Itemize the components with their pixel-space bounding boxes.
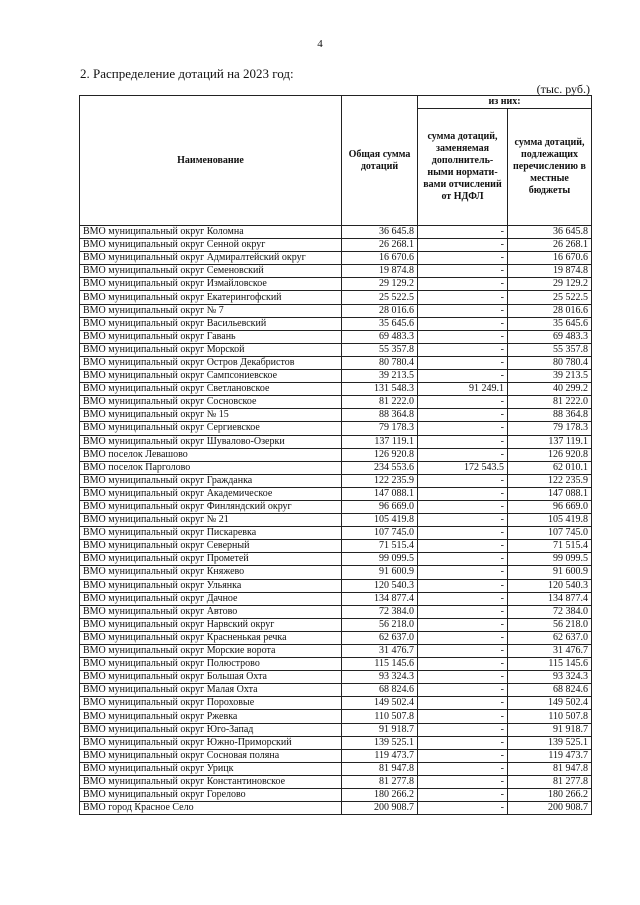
row-transfer: 36 645.8 bbox=[508, 226, 592, 239]
row-transfer: 39 213.5 bbox=[508, 370, 592, 383]
row-total: 91 918.7 bbox=[342, 723, 418, 736]
table-row bbox=[80, 265, 592, 278]
row-total: 134 877.4 bbox=[342, 592, 418, 605]
row-name: ВМО муниципальный округ Коломна bbox=[80, 226, 342, 239]
row-ndfl: - bbox=[418, 684, 508, 697]
row-name: ВМО муниципальный округ Остров Декабристов bbox=[80, 356, 342, 369]
table-row bbox=[80, 749, 592, 762]
table-row bbox=[80, 343, 592, 356]
table-row bbox=[80, 684, 592, 697]
row-name: ВМО муниципальный округ Пискаревка bbox=[80, 527, 342, 540]
row-ndfl: - bbox=[418, 474, 508, 487]
row-ndfl: - bbox=[418, 618, 508, 631]
row-ndfl: - bbox=[418, 579, 508, 592]
row-ndfl: - bbox=[418, 645, 508, 658]
row-ndfl: - bbox=[418, 802, 508, 815]
row-ndfl: 172 543.5 bbox=[418, 461, 508, 474]
table-row bbox=[80, 330, 592, 343]
row-name: ВМО муниципальный округ Сергиевское bbox=[80, 422, 342, 435]
row-transfer: 62 010.1 bbox=[508, 461, 592, 474]
row-transfer: 25 522.5 bbox=[508, 291, 592, 304]
row-transfer: 28 016.6 bbox=[508, 304, 592, 317]
table-row bbox=[80, 671, 592, 684]
row-name: ВМО муниципальный округ Юго-Запад bbox=[80, 723, 342, 736]
table-row bbox=[80, 435, 592, 448]
row-total: 69 483.3 bbox=[342, 330, 418, 343]
row-transfer: 35 645.6 bbox=[508, 317, 592, 330]
row-name: ВМО муниципальный округ Светлановское bbox=[80, 383, 342, 396]
row-ndfl: - bbox=[418, 553, 508, 566]
row-transfer: 79 178.3 bbox=[508, 422, 592, 435]
row-name: ВМО муниципальный округ Нарвский округ bbox=[80, 618, 342, 631]
row-name: ВМО муниципальный округ Ульянка bbox=[80, 579, 342, 592]
row-name: ВМО муниципальный округ Малая Охта bbox=[80, 684, 342, 697]
row-transfer: 134 877.4 bbox=[508, 592, 592, 605]
row-transfer: 93 324.3 bbox=[508, 671, 592, 684]
units-label: (тыс. руб.) bbox=[536, 82, 590, 96]
row-ndfl: - bbox=[418, 278, 508, 291]
row-total: 139 525.1 bbox=[342, 736, 418, 749]
table-row bbox=[80, 278, 592, 291]
row-name: ВМО муниципальный округ Дачное bbox=[80, 592, 342, 605]
row-total: 99 099.5 bbox=[342, 553, 418, 566]
row-transfer: 88 364.8 bbox=[508, 409, 592, 422]
row-total: 126 920.8 bbox=[342, 448, 418, 461]
row-total: 200 908.7 bbox=[342, 802, 418, 815]
row-name: ВМО поселок Левашово bbox=[80, 448, 342, 461]
row-transfer: 26 268.1 bbox=[508, 239, 592, 252]
row-name: ВМО муниципальный округ Горелово bbox=[80, 789, 342, 802]
row-transfer: 80 780.4 bbox=[508, 356, 592, 369]
table-row bbox=[80, 514, 592, 527]
table-row bbox=[80, 448, 592, 461]
row-ndfl: - bbox=[418, 487, 508, 500]
row-total: 234 553.6 bbox=[342, 461, 418, 474]
table-row bbox=[80, 762, 592, 775]
row-name: ВМО муниципальный округ Северный bbox=[80, 540, 342, 553]
row-name: ВМО муниципальный округ Сосновское bbox=[80, 396, 342, 409]
table-row bbox=[80, 723, 592, 736]
row-total: 81 277.8 bbox=[342, 775, 418, 788]
row-total: 137 119.1 bbox=[342, 435, 418, 448]
row-ndfl: - bbox=[418, 343, 508, 356]
table-row bbox=[80, 789, 592, 802]
row-total: 16 670.6 bbox=[342, 252, 418, 265]
row-total: 93 324.3 bbox=[342, 671, 418, 684]
row-ndfl: - bbox=[418, 370, 508, 383]
table-row bbox=[80, 422, 592, 435]
row-name: ВМО муниципальный округ Урицк bbox=[80, 762, 342, 775]
page-number: 4 bbox=[317, 38, 323, 50]
row-ndfl: - bbox=[418, 697, 508, 710]
row-transfer: 62 637.0 bbox=[508, 631, 592, 644]
table-row bbox=[80, 631, 592, 644]
table-row bbox=[80, 304, 592, 317]
row-name: ВМО муниципальный округ Красненькая речка bbox=[80, 631, 342, 644]
row-total: 68 824.6 bbox=[342, 684, 418, 697]
row-transfer: 149 502.4 bbox=[508, 697, 592, 710]
row-total: 120 540.3 bbox=[342, 579, 418, 592]
row-ndfl: - bbox=[418, 658, 508, 671]
table-row bbox=[80, 775, 592, 788]
row-name: ВМО муниципальный округ Автово bbox=[80, 605, 342, 618]
row-total: 19 874.8 bbox=[342, 265, 418, 278]
row-total: 107 745.0 bbox=[342, 527, 418, 540]
table-row bbox=[80, 579, 592, 592]
row-transfer: 105 419.8 bbox=[508, 514, 592, 527]
row-total: 72 384.0 bbox=[342, 605, 418, 618]
table-row bbox=[80, 291, 592, 304]
row-name: ВМО муниципальный округ Морские ворота bbox=[80, 645, 342, 658]
header-of-which: из них: bbox=[418, 96, 592, 109]
row-ndfl: - bbox=[418, 762, 508, 775]
row-name: ВМО муниципальный округ № 7 bbox=[80, 304, 342, 317]
row-name: ВМО муниципальный округ Сенной округ bbox=[80, 239, 342, 252]
row-transfer: 16 670.6 bbox=[508, 252, 592, 265]
table-row bbox=[80, 239, 592, 252]
row-total: 81 222.0 bbox=[342, 396, 418, 409]
row-total: 131 548.3 bbox=[342, 383, 418, 396]
row-name: ВМО муниципальный округ Измайловское bbox=[80, 278, 342, 291]
table-row bbox=[80, 605, 592, 618]
row-transfer: 99 099.5 bbox=[508, 553, 592, 566]
header-ndfl: сумма дотаций, заменяемая дополнитель-ными нормати-вами отчислений от НДФЛ bbox=[418, 109, 508, 226]
row-name: ВМО муниципальный округ Адмиралтейский округ bbox=[80, 252, 342, 265]
row-ndfl: 91 249.1 bbox=[418, 383, 508, 396]
row-total: 62 637.0 bbox=[342, 631, 418, 644]
row-transfer: 180 266.2 bbox=[508, 789, 592, 802]
row-name: ВМО муниципальный округ Южно-Приморский bbox=[80, 736, 342, 749]
header-total: Общая сумма дотаций bbox=[342, 96, 418, 226]
table-row bbox=[80, 383, 592, 396]
row-ndfl: - bbox=[418, 356, 508, 369]
row-total: 26 268.1 bbox=[342, 239, 418, 252]
table-row bbox=[80, 736, 592, 749]
table-row bbox=[80, 553, 592, 566]
table-row bbox=[80, 710, 592, 723]
row-transfer: 56 218.0 bbox=[508, 618, 592, 631]
row-total: 79 178.3 bbox=[342, 422, 418, 435]
row-ndfl: - bbox=[418, 226, 508, 239]
row-name: ВМО муниципальный округ Гражданка bbox=[80, 474, 342, 487]
row-name: ВМО муниципальный округ Сампсониевское bbox=[80, 370, 342, 383]
row-transfer: 139 525.1 bbox=[508, 736, 592, 749]
table-row bbox=[80, 226, 592, 239]
row-transfer: 91 918.7 bbox=[508, 723, 592, 736]
row-transfer: 137 119.1 bbox=[508, 435, 592, 448]
table-row bbox=[80, 370, 592, 383]
table-row bbox=[80, 252, 592, 265]
row-transfer: 68 824.6 bbox=[508, 684, 592, 697]
row-total: 71 515.4 bbox=[342, 540, 418, 553]
row-transfer: 81 222.0 bbox=[508, 396, 592, 409]
table-row bbox=[80, 500, 592, 513]
row-ndfl: - bbox=[418, 514, 508, 527]
row-name: ВМО муниципальный округ Сосновая поляна bbox=[80, 749, 342, 762]
section-title: 2. Распределение дотаций на 2023 год: bbox=[80, 66, 294, 81]
row-total: 110 507.8 bbox=[342, 710, 418, 723]
row-name: ВМО муниципальный округ № 15 bbox=[80, 409, 342, 422]
row-total: 25 522.5 bbox=[342, 291, 418, 304]
row-ndfl: - bbox=[418, 540, 508, 553]
row-total: 105 419.8 bbox=[342, 514, 418, 527]
row-total: 115 145.6 bbox=[342, 658, 418, 671]
row-transfer: 81 947.8 bbox=[508, 762, 592, 775]
table-row bbox=[80, 540, 592, 553]
row-total: 35 645.6 bbox=[342, 317, 418, 330]
table-row bbox=[80, 592, 592, 605]
table-row bbox=[80, 474, 592, 487]
row-total: 80 780.4 bbox=[342, 356, 418, 369]
row-ndfl: - bbox=[418, 789, 508, 802]
row-name: ВМО муниципальный округ Гавань bbox=[80, 330, 342, 343]
row-name: ВМО муниципальный округ № 21 bbox=[80, 514, 342, 527]
row-transfer: 81 277.8 bbox=[508, 775, 592, 788]
table-row bbox=[80, 527, 592, 540]
row-transfer: 91 600.9 bbox=[508, 566, 592, 579]
table-row bbox=[80, 356, 592, 369]
row-total: 88 364.8 bbox=[342, 409, 418, 422]
row-transfer: 96 669.0 bbox=[508, 500, 592, 513]
row-transfer: 69 483.3 bbox=[508, 330, 592, 343]
row-total: 91 600.9 bbox=[342, 566, 418, 579]
row-total: 81 947.8 bbox=[342, 762, 418, 775]
row-ndfl: - bbox=[418, 330, 508, 343]
table-row bbox=[80, 658, 592, 671]
row-name: ВМО поселок Парголово bbox=[80, 461, 342, 474]
row-total: 55 357.8 bbox=[342, 343, 418, 356]
row-name: ВМО муниципальный округ Большая Охта bbox=[80, 671, 342, 684]
row-ndfl: - bbox=[418, 317, 508, 330]
row-ndfl: - bbox=[418, 736, 508, 749]
row-transfer: 40 299.2 bbox=[508, 383, 592, 396]
row-ndfl: - bbox=[418, 749, 508, 762]
row-total: 29 129.2 bbox=[342, 278, 418, 291]
row-name: ВМО город Красное Село bbox=[80, 802, 342, 815]
table-row bbox=[80, 618, 592, 631]
row-ndfl: - bbox=[418, 710, 508, 723]
row-total: 122 235.9 bbox=[342, 474, 418, 487]
row-name: ВМО муниципальный округ Морской bbox=[80, 343, 342, 356]
row-transfer: 119 473.7 bbox=[508, 749, 592, 762]
row-name: ВМО муниципальный округ Академическое bbox=[80, 487, 342, 500]
row-name: ВМО муниципальный округ Полюстрово bbox=[80, 658, 342, 671]
header-transfer: сумма дотаций, подлежащих перечислению в местные бюджеты bbox=[508, 109, 592, 226]
row-ndfl: - bbox=[418, 723, 508, 736]
table-row bbox=[80, 409, 592, 422]
row-transfer: 200 908.7 bbox=[508, 802, 592, 815]
row-transfer: 120 540.3 bbox=[508, 579, 592, 592]
row-ndfl: - bbox=[418, 775, 508, 788]
row-name: ВМО муниципальный округ Васильевский bbox=[80, 317, 342, 330]
row-ndfl: - bbox=[418, 396, 508, 409]
row-name: ВМО муниципальный округ Константиновское bbox=[80, 775, 342, 788]
header-name: Наименование bbox=[80, 96, 342, 226]
row-name: ВМО муниципальный округ Прометей bbox=[80, 553, 342, 566]
table-row bbox=[80, 487, 592, 500]
subsidy-table bbox=[79, 95, 592, 815]
table-row bbox=[80, 317, 592, 330]
row-transfer: 29 129.2 bbox=[508, 278, 592, 291]
row-ndfl: - bbox=[418, 448, 508, 461]
row-ndfl: - bbox=[418, 291, 508, 304]
row-ndfl: - bbox=[418, 239, 508, 252]
row-total: 149 502.4 bbox=[342, 697, 418, 710]
row-name: ВМО муниципальный округ Семеновский bbox=[80, 265, 342, 278]
row-transfer: 19 874.8 bbox=[508, 265, 592, 278]
row-transfer: 126 920.8 bbox=[508, 448, 592, 461]
row-transfer: 71 515.4 bbox=[508, 540, 592, 553]
row-ndfl: - bbox=[418, 435, 508, 448]
row-transfer: 110 507.8 bbox=[508, 710, 592, 723]
row-total: 36 645.8 bbox=[342, 226, 418, 239]
row-transfer: 147 088.1 bbox=[508, 487, 592, 500]
table-row bbox=[80, 697, 592, 710]
row-ndfl: - bbox=[418, 500, 508, 513]
row-name: ВМО муниципальный округ Княжево bbox=[80, 566, 342, 579]
row-name: ВМО муниципальный округ Шувалово-Озерки bbox=[80, 435, 342, 448]
row-transfer: 122 235.9 bbox=[508, 474, 592, 487]
row-transfer: 31 476.7 bbox=[508, 645, 592, 658]
row-total: 147 088.1 bbox=[342, 487, 418, 500]
table-row bbox=[80, 461, 592, 474]
row-ndfl: - bbox=[418, 409, 508, 422]
row-ndfl: - bbox=[418, 631, 508, 644]
row-total: 28 016.6 bbox=[342, 304, 418, 317]
row-ndfl: - bbox=[418, 265, 508, 278]
row-total: 56 218.0 bbox=[342, 618, 418, 631]
table-row bbox=[80, 396, 592, 409]
table-row bbox=[80, 645, 592, 658]
row-ndfl: - bbox=[418, 422, 508, 435]
row-total: 31 476.7 bbox=[342, 645, 418, 658]
row-total: 119 473.7 bbox=[342, 749, 418, 762]
table-row bbox=[80, 802, 592, 815]
row-ndfl: - bbox=[418, 566, 508, 579]
row-ndfl: - bbox=[418, 527, 508, 540]
row-name: ВМО муниципальный округ Екатерингофский bbox=[80, 291, 342, 304]
row-name: ВМО муниципальный округ Ржевка bbox=[80, 710, 342, 723]
row-transfer: 72 384.0 bbox=[508, 605, 592, 618]
row-transfer: 115 145.6 bbox=[508, 658, 592, 671]
row-transfer: 55 357.8 bbox=[508, 343, 592, 356]
row-ndfl: - bbox=[418, 304, 508, 317]
row-name: ВМО муниципальный округ Пороховые bbox=[80, 697, 342, 710]
row-transfer: 107 745.0 bbox=[508, 527, 592, 540]
row-ndfl: - bbox=[418, 252, 508, 265]
row-ndfl: - bbox=[418, 671, 508, 684]
row-ndfl: - bbox=[418, 592, 508, 605]
row-ndfl: - bbox=[418, 605, 508, 618]
row-total: 180 266.2 bbox=[342, 789, 418, 802]
table-row bbox=[80, 566, 592, 579]
row-total: 39 213.5 bbox=[342, 370, 418, 383]
row-name: ВМО муниципальный округ Финляндский округ bbox=[80, 500, 342, 513]
row-total: 96 669.0 bbox=[342, 500, 418, 513]
